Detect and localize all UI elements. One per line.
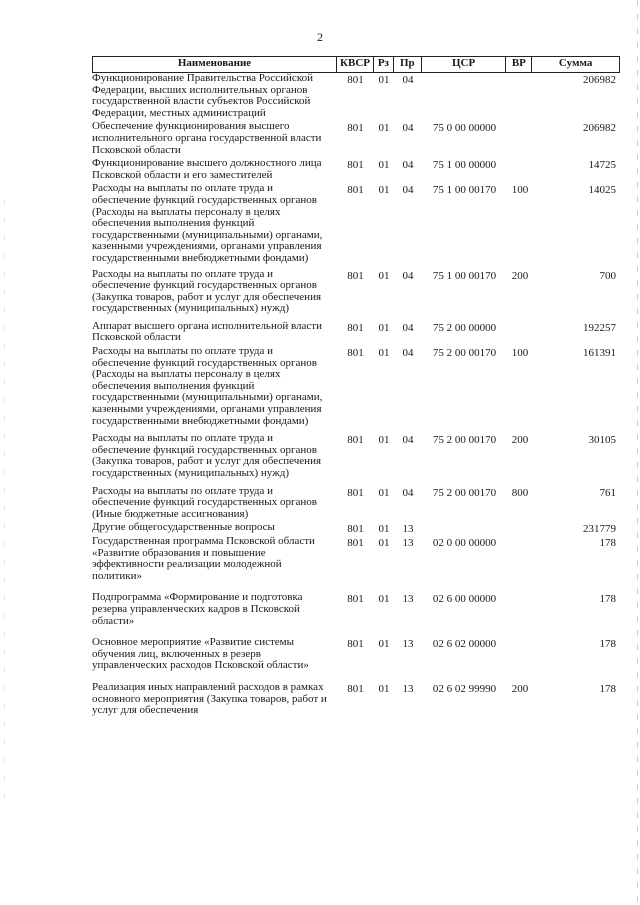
row-vr	[507, 522, 533, 536]
row-pr: 13	[402, 536, 414, 549]
table-row	[92, 346, 620, 427]
row-rz: 01	[378, 184, 390, 197]
row-name: Подпрограмма «Формирование и подготовка резерва управленческих кадров в Псковской области»	[92, 591, 303, 627]
row-rz: 01	[378, 347, 390, 360]
row-kvsr: 801	[347, 184, 364, 197]
row-kvsr: 801	[347, 486, 364, 499]
row-vr	[507, 121, 533, 156]
row-csr: 75 1 00 00000	[432, 159, 497, 172]
table-row	[92, 682, 620, 717]
row-rz: 01	[378, 682, 390, 695]
row-sum: 761	[599, 486, 616, 499]
table-row	[92, 183, 620, 264]
row-pr: 04	[402, 184, 414, 197]
row-kvsr: 801	[347, 159, 364, 172]
table-row	[92, 121, 620, 156]
row-sum: 14725	[588, 159, 616, 172]
row-pr: 04	[402, 159, 414, 172]
budget-table	[92, 56, 620, 717]
row-name: Расходы на выплаты по оплате труда и обеспечение функций государственных органов (Расходы на выплаты персоналу в целях обеспечения выполнения функций государственными (муниципальными) органами, казенными учреждениями, органами управления государственными внебюджетными фондами)	[92, 345, 323, 427]
row-name: Основное мероприятие «Развитие системы обучения лиц, включенных в резерв управленческих расходов Псковской области»	[92, 636, 309, 672]
row-name: Аппарат высшего органа исполнительной власти Псковской области	[92, 319, 322, 344]
row-kvsr: 801	[347, 347, 364, 360]
row-csr	[422, 73, 507, 119]
header-sum: Сумма	[558, 57, 593, 69]
row-csr: 02 6 02 00000	[432, 638, 497, 651]
row-vr: 200	[511, 682, 529, 695]
row-name: Другие общегосударственные вопросы	[92, 521, 275, 534]
table-row	[92, 536, 620, 582]
row-vr: 200	[511, 434, 529, 447]
row-vr: 800	[511, 486, 529, 499]
row-sum: 178	[599, 682, 616, 695]
row-kvsr: 801	[347, 321, 364, 334]
row-pr: 13	[402, 682, 414, 695]
row-name: Функционирование высшего должностного лица Псковской области и его заместителей	[92, 157, 322, 181]
row-name: Обеспечение функционирования высшего исполнительного органа государственной власти Псковской области	[92, 120, 322, 156]
table-header	[92, 56, 620, 73]
row-pr: 13	[402, 593, 414, 606]
row-csr: 02 0 00 00000	[432, 536, 497, 549]
header-kvsr: КВСР	[337, 57, 374, 72]
row-sum: 161391	[583, 347, 616, 360]
row-kvsr: 801	[347, 434, 364, 447]
row-pr: 13	[402, 523, 414, 536]
row-sum: 30105	[588, 434, 616, 447]
row-name: Расходы на выплаты по оплате труда и обеспечение функций государственных органов (Закупка товаров, работ и услуг для обеспечения государственных (муниципальных) нужд)	[92, 432, 322, 479]
row-vr	[507, 73, 533, 119]
row-sum: 178	[599, 536, 616, 549]
row-vr: 100	[511, 184, 529, 197]
scan-edge-left	[4, 200, 5, 800]
row-rz: 01	[378, 269, 390, 282]
table-row	[92, 269, 620, 315]
row-sum: 700	[599, 269, 616, 282]
row-sum: 192257	[583, 321, 616, 334]
table-row	[92, 321, 620, 344]
row-pr: 04	[402, 74, 414, 86]
page-number: 2	[317, 30, 323, 44]
row-csr: 75 2 00 00170	[432, 486, 497, 499]
row-name: Государственная программа Псковской области «Развитие образования и повышение эффективности реализации молодежной политики»	[92, 534, 315, 582]
row-vr	[507, 321, 533, 344]
row-name: Функционирование Правительства Российской Федерации, высших исполнительных органов государственной власти субъектов Российской Федерации, местных администраций	[92, 72, 313, 119]
row-pr: 04	[402, 434, 414, 447]
header-rz: Рз	[374, 57, 394, 72]
row-vr	[507, 592, 533, 627]
row-csr: 75 0 00 00000	[432, 122, 497, 135]
row-kvsr: 801	[347, 74, 364, 86]
row-sum: 178	[599, 638, 616, 651]
row-csr: 75 2 00 00170	[432, 434, 497, 447]
table-row	[92, 522, 620, 536]
row-pr: 13	[402, 638, 414, 651]
row-rz: 01	[378, 159, 390, 172]
row-sum: 178	[599, 593, 616, 606]
row-csr: 75 2 00 00000	[432, 321, 497, 334]
table-body	[92, 73, 620, 717]
row-kvsr: 801	[347, 536, 364, 549]
row-csr: 75 1 00 00170	[432, 184, 497, 197]
row-vr: 100	[511, 347, 529, 360]
row-csr: 02 6 00 00000	[432, 593, 497, 606]
row-csr: 75 2 00 00170	[432, 347, 497, 360]
row-rz: 01	[378, 321, 390, 334]
table-row	[92, 486, 620, 521]
table-row	[92, 592, 620, 627]
row-kvsr: 801	[347, 269, 364, 282]
row-name: Расходы на выплаты по оплате труда и обеспечение функций государственных органов (Расходы на выплаты персоналу в целях обеспечения выполнения функций государственными (муниципальными) органами, казенными учреждениями, органами управления государственными внебюджетными фондами)	[92, 182, 323, 264]
table-row	[92, 433, 620, 479]
row-kvsr: 801	[347, 523, 364, 536]
row-pr: 04	[402, 269, 414, 282]
row-name: Реализация иных направлений расходов в рамках основного мероприятия (Закупка товаров, работ и услуг для обеспечения	[92, 680, 327, 717]
row-sum: 206982	[583, 122, 616, 135]
header-csr: ЦСР	[422, 57, 507, 72]
row-rz: 01	[378, 486, 390, 499]
row-kvsr: 801	[347, 682, 364, 695]
row-name: Расходы на выплаты по оплате труда и обеспечение функций государственных органов (Иные бюджетные ассигнования)	[92, 484, 317, 520]
row-vr	[507, 536, 533, 582]
row-csr: 75 1 00 00170	[432, 269, 497, 282]
header-name: Наименование	[93, 57, 337, 72]
row-sum: 14025	[588, 184, 616, 197]
row-sum: 231779	[583, 523, 616, 536]
row-rz: 01	[378, 638, 390, 651]
row-kvsr: 801	[347, 593, 364, 606]
row-rz: 01	[378, 536, 390, 549]
row-rz: 01	[378, 523, 390, 536]
row-pr: 04	[402, 321, 414, 334]
row-kvsr: 801	[347, 122, 364, 135]
row-pr: 04	[402, 486, 414, 499]
row-sum: 206982	[583, 74, 616, 86]
row-name: Расходы на выплаты по оплате труда и обеспечение функций государственных органов (Закупка товаров, работ и услуг для обеспечения государственных (муниципальных) нужд)	[92, 267, 322, 315]
row-rz: 01	[378, 434, 390, 447]
header-vr: ВР	[506, 57, 532, 72]
row-kvsr: 801	[347, 638, 364, 651]
row-rz: 01	[378, 74, 390, 86]
row-pr: 04	[402, 122, 414, 135]
row-pr: 04	[402, 347, 414, 360]
row-csr: 02 6 02 99990	[432, 682, 497, 695]
row-rz: 01	[378, 122, 390, 135]
table-row	[92, 637, 620, 672]
row-vr	[507, 158, 533, 181]
row-rz: 01	[378, 593, 390, 606]
scan-edge-right	[637, 0, 638, 905]
table-row	[92, 158, 620, 181]
row-vr: 200	[511, 269, 529, 282]
row-vr	[507, 637, 533, 672]
table-row	[92, 73, 620, 119]
row-csr	[422, 522, 507, 536]
header-pr: Пр	[394, 57, 422, 72]
